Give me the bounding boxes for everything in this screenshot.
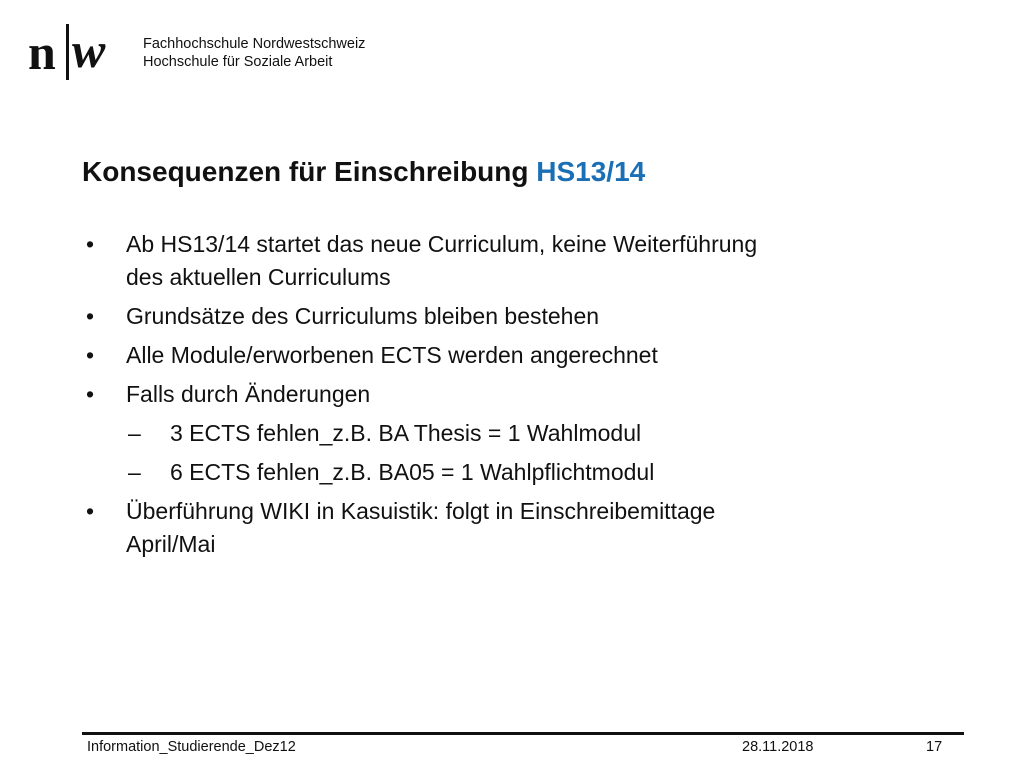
footer-page-number: 17 <box>926 739 943 755</box>
bullet-marker: • <box>86 342 95 368</box>
fhnw-logo <box>28 22 366 82</box>
logo-text <box>143 35 365 71</box>
bullet-text-continued: April/Mai <box>126 531 216 557</box>
logo-line-1: Fachhochschule Nordwestschweiz <box>143 36 366 52</box>
footer-divider <box>82 732 964 735</box>
bullet-text-continued: des aktuellen Curriculums <box>126 264 391 290</box>
sub-bullet-item <box>84 456 944 489</box>
slide-title <box>82 152 645 192</box>
title-accent: HS13/14 <box>536 156 646 187</box>
bullet-item <box>84 339 944 372</box>
sub-bullet-text: 3 ECTS fehlen_z.B. BA Thesis = 1 Wahlmodul <box>170 420 642 446</box>
bullet-text: Ab HS13/14 startet das neue Curriculum, keine Weiterführung <box>126 231 758 257</box>
sub-bullet-text: 6 ECTS fehlen_z.B. BA05 = 1 Wahlpflichtmodul <box>170 459 655 485</box>
footer-date: 28.11.2018 <box>742 739 814 755</box>
bullet-marker: • <box>86 303 95 329</box>
logo-mark <box>28 22 128 82</box>
bullet-text: Überführung WIKI in Kasuistik: folgt in Einschreibemittage <box>126 498 716 524</box>
bullet-list <box>84 228 944 567</box>
dash-marker: – <box>128 459 141 485</box>
logo-letter-n: n <box>28 24 56 80</box>
bullet-text: Grundsätze des Curriculums bleiben bestehen <box>126 303 600 329</box>
bullet-marker: • <box>86 381 95 407</box>
bullet-item <box>84 300 944 333</box>
logo-letter-w: w <box>72 22 106 78</box>
footer-presentation-name: Information_Studierende_Dez12 <box>87 739 296 755</box>
logo-line-2: Hochschule für Soziale Arbeit <box>143 54 333 70</box>
dash-marker: – <box>128 420 141 446</box>
bullet-text: Falls durch Änderungen <box>126 381 371 407</box>
bullet-text: Alle Module/erworbenen ECTS werden angerechnet <box>126 342 658 368</box>
bullet-item <box>84 378 944 411</box>
logo-divider <box>66 24 69 80</box>
bullet-marker: • <box>86 231 95 257</box>
bullet-marker: • <box>86 498 95 524</box>
bullet-item <box>84 495 944 561</box>
title-main: Konsequenzen für Einschreibung <box>82 156 529 187</box>
sub-bullet-item <box>84 417 944 450</box>
bullet-item <box>84 228 944 294</box>
